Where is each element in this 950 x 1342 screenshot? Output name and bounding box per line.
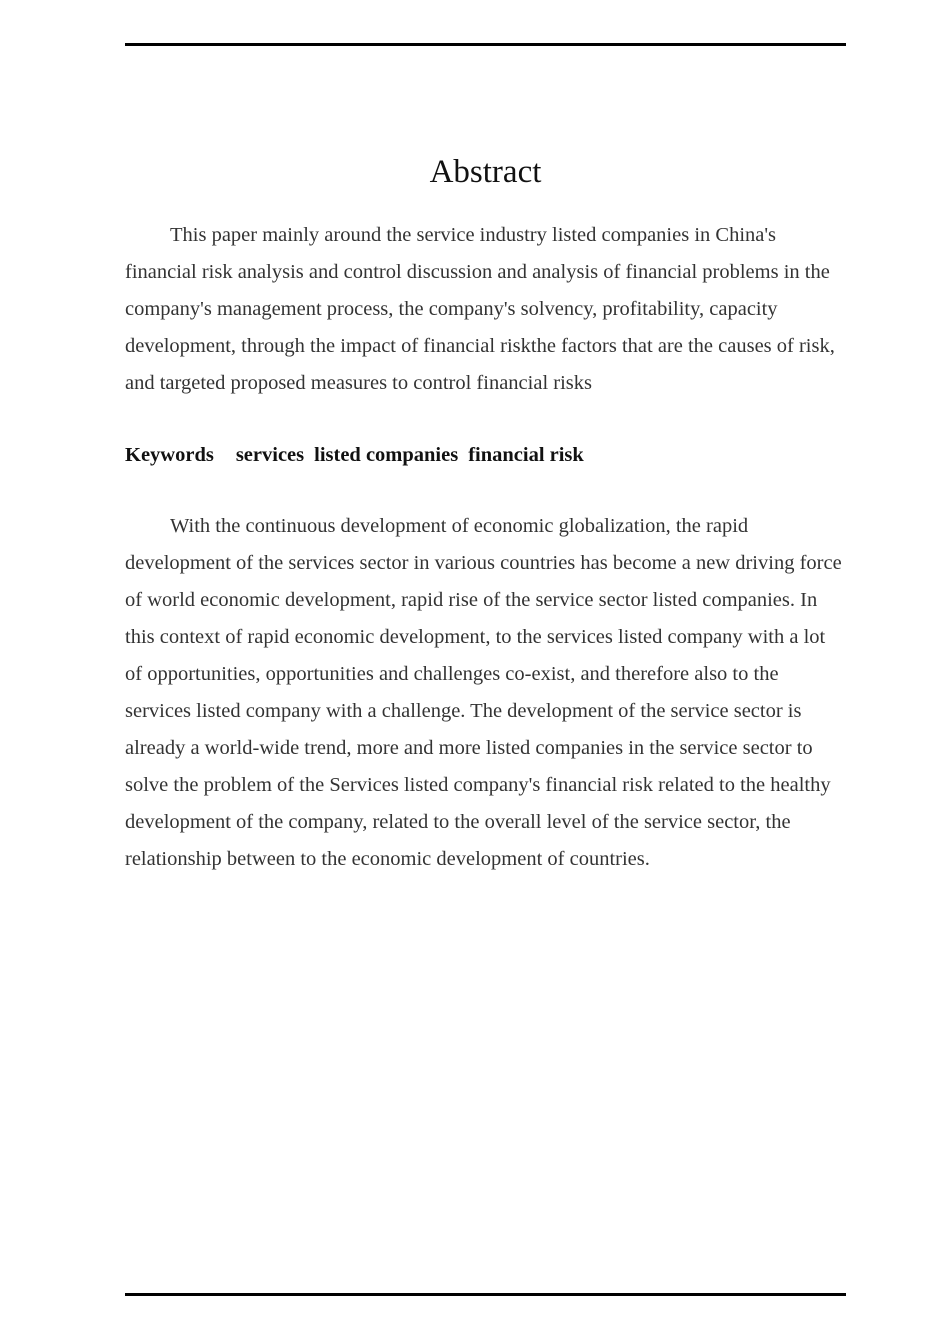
header-rule bbox=[125, 43, 846, 46]
keywords-line bbox=[125, 440, 846, 470]
footer-rule bbox=[125, 1293, 846, 1296]
abstract-paragraph: This paper mainly around the service industry listed companies in China's financial risk analysis and control discussion and analysis of financial problems in the company's management process, the company's solvency, profitability, capacity development, through the impact of financial riskthe factors that are the causes of risk, and targeted proposed measures to control financial risks bbox=[125, 224, 835, 394]
page-title: Abstract bbox=[429, 154, 542, 190]
keyword-item: services bbox=[235, 444, 305, 466]
body-paragraph: With the continuous development of economic globalization, the rapid development of the services sector in various countries has become a new driving force of world economic development, rapid rise of the service sector listed companies. In this context of rapid economic development, to the services listed company with a lot of opportunities, opportunities and challenges co-exist, and therefore also to the services listed company with a challenge. The development of the service sector is already a world-wide trend, more and more listed companies in the service sector to solve the problem of the Services listed company's financial risk related to the healthy development of the company, related to the overall level of the service sector, the relationship between to the economic development of countries. bbox=[125, 515, 842, 870]
keywords-label: Keywords bbox=[125, 444, 214, 466]
keyword-item: financial risk bbox=[468, 444, 584, 466]
keyword-item: listed companies bbox=[314, 444, 459, 466]
